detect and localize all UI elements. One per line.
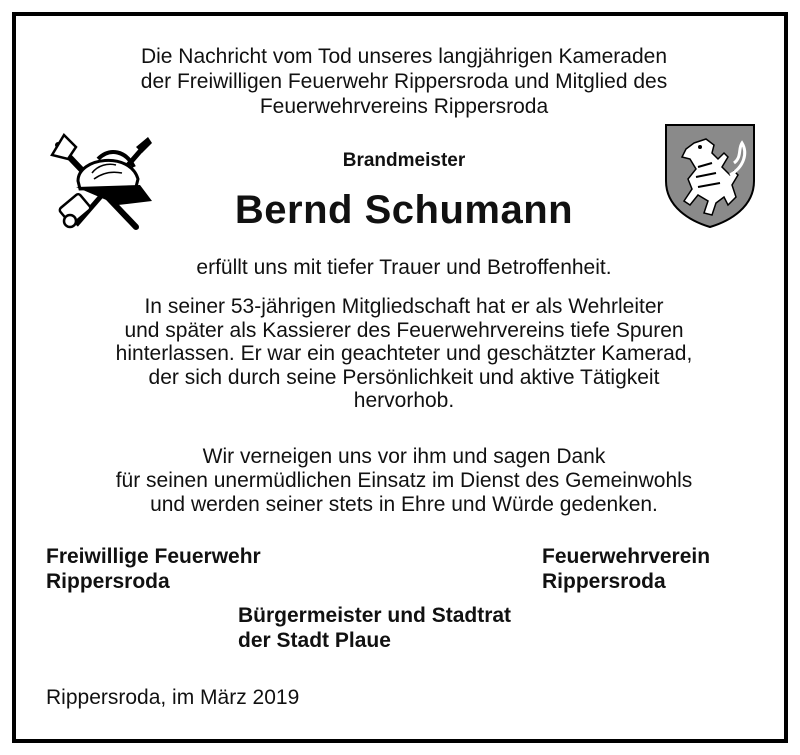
lead-text: erfüllt uns mit tiefer Trauer und Betroffenheit.: [196, 256, 612, 279]
paragraph-line: hinterlassen. Er war ein geachteter und geschätzter Kamerad,: [115, 342, 693, 365]
signatory-fire-brigade: [46, 544, 261, 594]
signatory-line: der Stadt Plaue: [238, 629, 391, 652]
deceased-name: Bernd Schumann: [234, 188, 574, 232]
paragraph-line: Wir verneigen uns vor ihm und sagen Dank: [202, 445, 606, 468]
lion-coat-of-arms-icon: [664, 123, 756, 229]
obituary-notice: [12, 12, 788, 743]
intro-line: der Freiwilligen Feuerwehr Rippersroda und Mitglied des: [140, 70, 668, 93]
paragraph-line: und später als Kassierer des Feuerwehrvereins tiefe Spuren: [124, 318, 684, 342]
signatory-mayor-council: [238, 603, 511, 653]
signatory-line: Rippersroda: [46, 570, 170, 593]
signatory-line: Bürgermeister und Stadtrat: [238, 604, 512, 627]
signatory-line: Freiwillige Feuerwehr: [46, 545, 261, 568]
deceased-rank: Brandmeister: [342, 150, 466, 171]
paragraph-line: der sich durch seine Persönlichkeit und aktive Tätigkeit: [148, 365, 660, 389]
intro-line: Feuerwehrvereins Rippersroda: [259, 95, 549, 118]
paragraph-line: hervorhob.: [353, 389, 455, 412]
signatory-fire-association: [542, 544, 710, 594]
paragraph-line: In seiner 53-jährigen Mitgliedschaft hat er als Wehrleiter: [144, 295, 664, 318]
intro-text: [16, 44, 792, 119]
signatory-line: Feuerwehrverein: [542, 545, 711, 568]
signatory-line: Rippersroda: [542, 570, 666, 593]
paragraph-line: und werden seiner stets in Ehre und Würde gedenken.: [150, 493, 658, 516]
paragraph-line: für seinen unermüdlichen Einsatz im Dienst des Gemeinwohls: [115, 469, 693, 492]
tribute-paragraph: [16, 295, 792, 413]
intro-line: Die Nachricht vom Tod unseres langjährigen Kameraden: [140, 45, 668, 68]
place-and-date: Rippersroda, im März 2019: [46, 686, 300, 709]
gratitude-paragraph: [16, 445, 792, 517]
